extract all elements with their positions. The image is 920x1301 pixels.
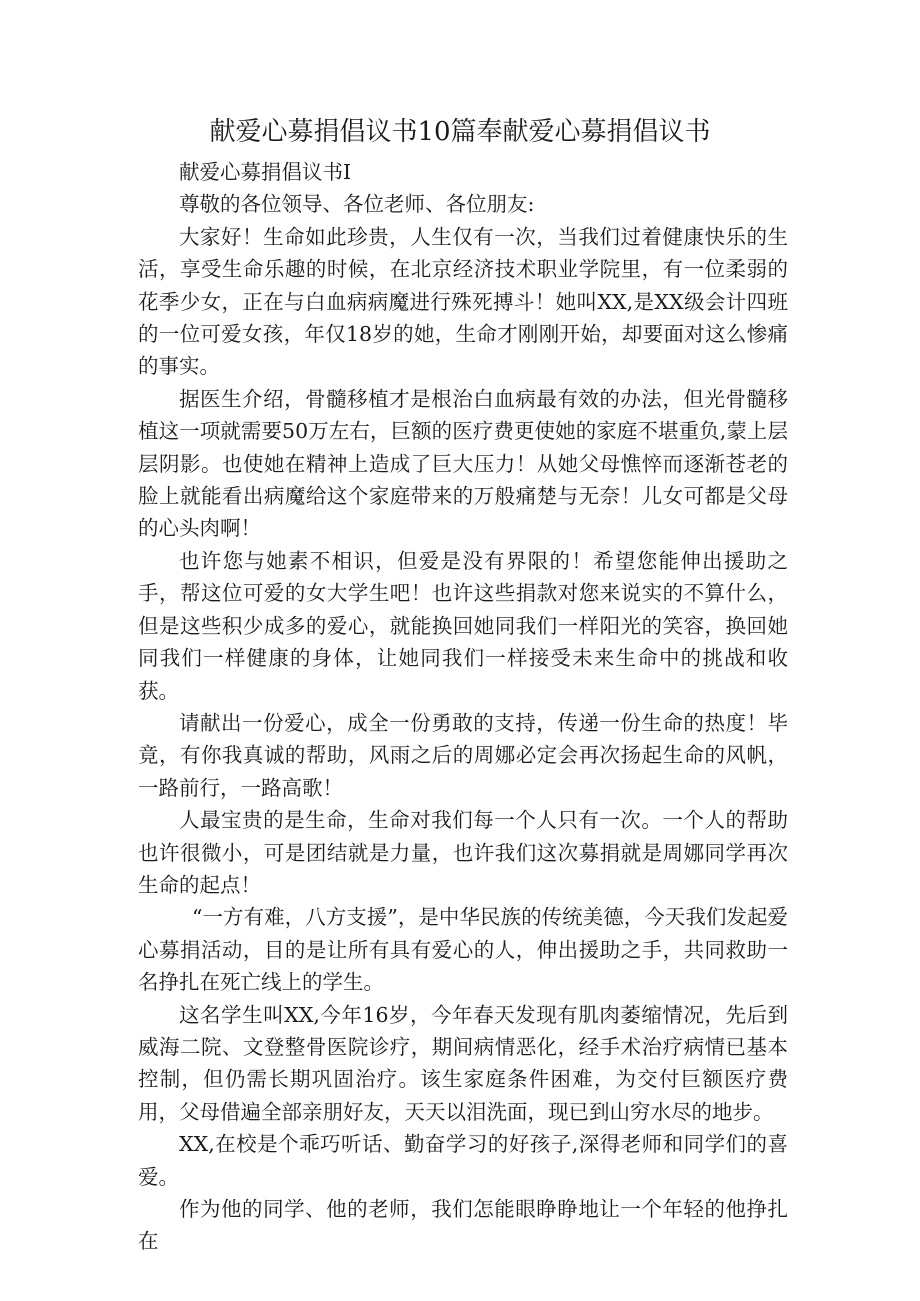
paragraph: 大家好！生命如此珍贵，人生仅有一次，当我们过着健康快乐的生活，享受生命乐趣的时候，在北京经济技术职业学院里，有一位柔弱的花季少女，正在与白血病病魔进行殊死搏斗！她叫XX,是XX级会计四班的一位可爱女孩，年仅18岁的她，生命才刚刚开始，却要面对这么惨痛的事实。 (138, 224, 788, 379)
paragraph: XX,在校是个乖巧听话、勤奋学习的好孩子,深得老师和同学们的喜爱。 (138, 1132, 788, 1189)
paragraph: “一方有难，八方支援”，是中华民族的传统美德，今天我们发起爱心募捐活动，目的是让所有具有爱心的人，伸出援助之手，共同救助一名挣扎在死亡线上的学生。 (138, 905, 788, 995)
salutation: 尊敬的各位领导、各位老师、各位朋友: (179, 192, 535, 217)
paragraph: 这名学生叫XX,今年16岁，今年春天发现有肌肉萎缩情况，先后到威海二院、文登整骨医院诊疗，期间病情恶化，经手术治疗病情已基本控制，但仍需长期巩固治疗。该生家庭条件困难，为交付巨额医疗费用，父母借遍全部亲朋好友，天天以泪洗面，现已到山穷水尽的地步。 (138, 1002, 788, 1124)
paragraph: 作为他的同学、他的老师，我们怎能眼睁睁地让一个年轻的他挣扎在 (138, 1197, 788, 1254)
document-body (138, 156, 788, 1258)
paragraph: 人最宝贵的是生命，生命对我们每一个人只有一次。一个人的帮助也许很微小，可是团结就是力量，也许我们这次募捐就是周娜同学再次生命的起点！ (138, 808, 788, 897)
document-title: 献爱心募捐倡议书10篇奉献爱心募捐倡议书 (209, 117, 711, 147)
paragraph: 据医生介绍，骨髓移植才是根治白血病最有效的办法，但光骨髓移植这一项就需要50万左右，巨额的医疗费更使她的家庭不堪重负,蒙上层层阴影。也使她在精神上造成了巨大压力！从她父母憔悴而逐渐苍老的脸上就能看出病魔给这个家庭带来的万般痛楚与无奈！儿女可都是父母的心头肉啊！ (138, 386, 788, 541)
section-heading: 献爱心募捐倡议书I (179, 160, 352, 184)
paragraph: 也许您与她素不相识，但爱是没有界限的！希望您能伸出援助之手，帮这位可爱的女大学生吧！也许这些捐款对您来说实的不算什么，但是这些积少成多的爱心，就能换回她同我们一样阳光的笑容，换回她同我们一样健康的身体，让她同我们一样接受未来生命中的挑战和收获。 (138, 548, 788, 703)
paragraph: 请献出一份爱心，成全一份勇敢的支持，传递一份生命的热度！毕竟，有你我真诚的帮助，风雨之后的周娜必定会再次扬起生命的风帆，一路前行，一路高歌！ (138, 710, 788, 800)
